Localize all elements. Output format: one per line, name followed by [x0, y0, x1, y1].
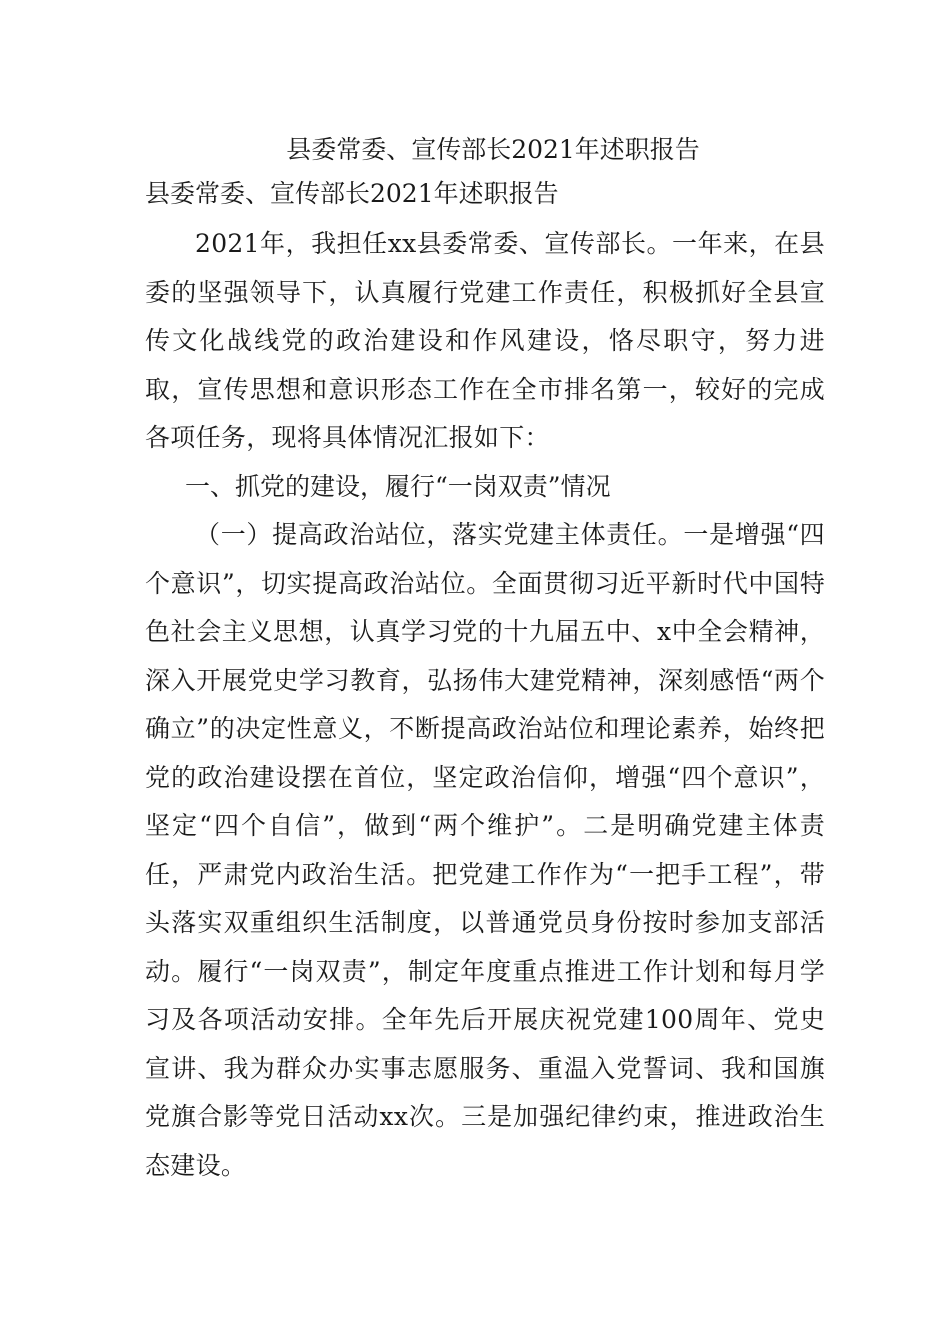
document-page — [145, 128, 825, 1190]
intro-paragraph: 2021年，我担任xx县委常委、宣传部长。一年来，在县委的坚强领导下，认真履行党建工作责任，积极抓好全县宣传文化战线党的政治建设和作风建设，恪尽职守，努力进取，宣传思想和意识形态工作在全市排名第一，较好的完成各项任务，现将具体情况汇报如下： — [145, 229, 825, 452]
section-heading-1: 一、抓党的建设，履行“一岗双责”情况 — [185, 471, 611, 501]
document-subtitle: 县委常委、宣传部长2021年述职报告 — [145, 179, 559, 208]
section-1-paragraph-1: （一）提高政治站位，落实党建主体责任。一是增强“四个意识”，切实提高政治站位。全面贯彻习近平新时代中国特色社会主义思想，认真学习党的十九届五中、x中全会精神，深入开展党史学习教育，弘扬伟大建党精神，深刻感悟“两个确立”的决定性意义，不断提高政治站位和理论素养，始终把党的政治建设摆在首位，坚定政治信仰，增强“四个意识”，坚定“四个自信”，做到“两个维护”。二是明确党建主体责任，严肃党内政治生活。把党建工作作为“一把手工程”，带头落实双重组织生活制度，以普通党员身份按时参加支部活动。履行“一岗双责”，制定年度重点推进工作计划和每月学习及各项活动安排。全年先后开展庆祝党建100周年、党史宣讲、我为群众办实事志愿服务、重温入党誓词、我和国旗党旗合影等党日活动xx次。三是加强纪律约束，推进政治生态建设。 — [145, 520, 825, 1180]
document-title: 县委常委、宣传部长2021年述职报告 — [286, 135, 700, 164]
